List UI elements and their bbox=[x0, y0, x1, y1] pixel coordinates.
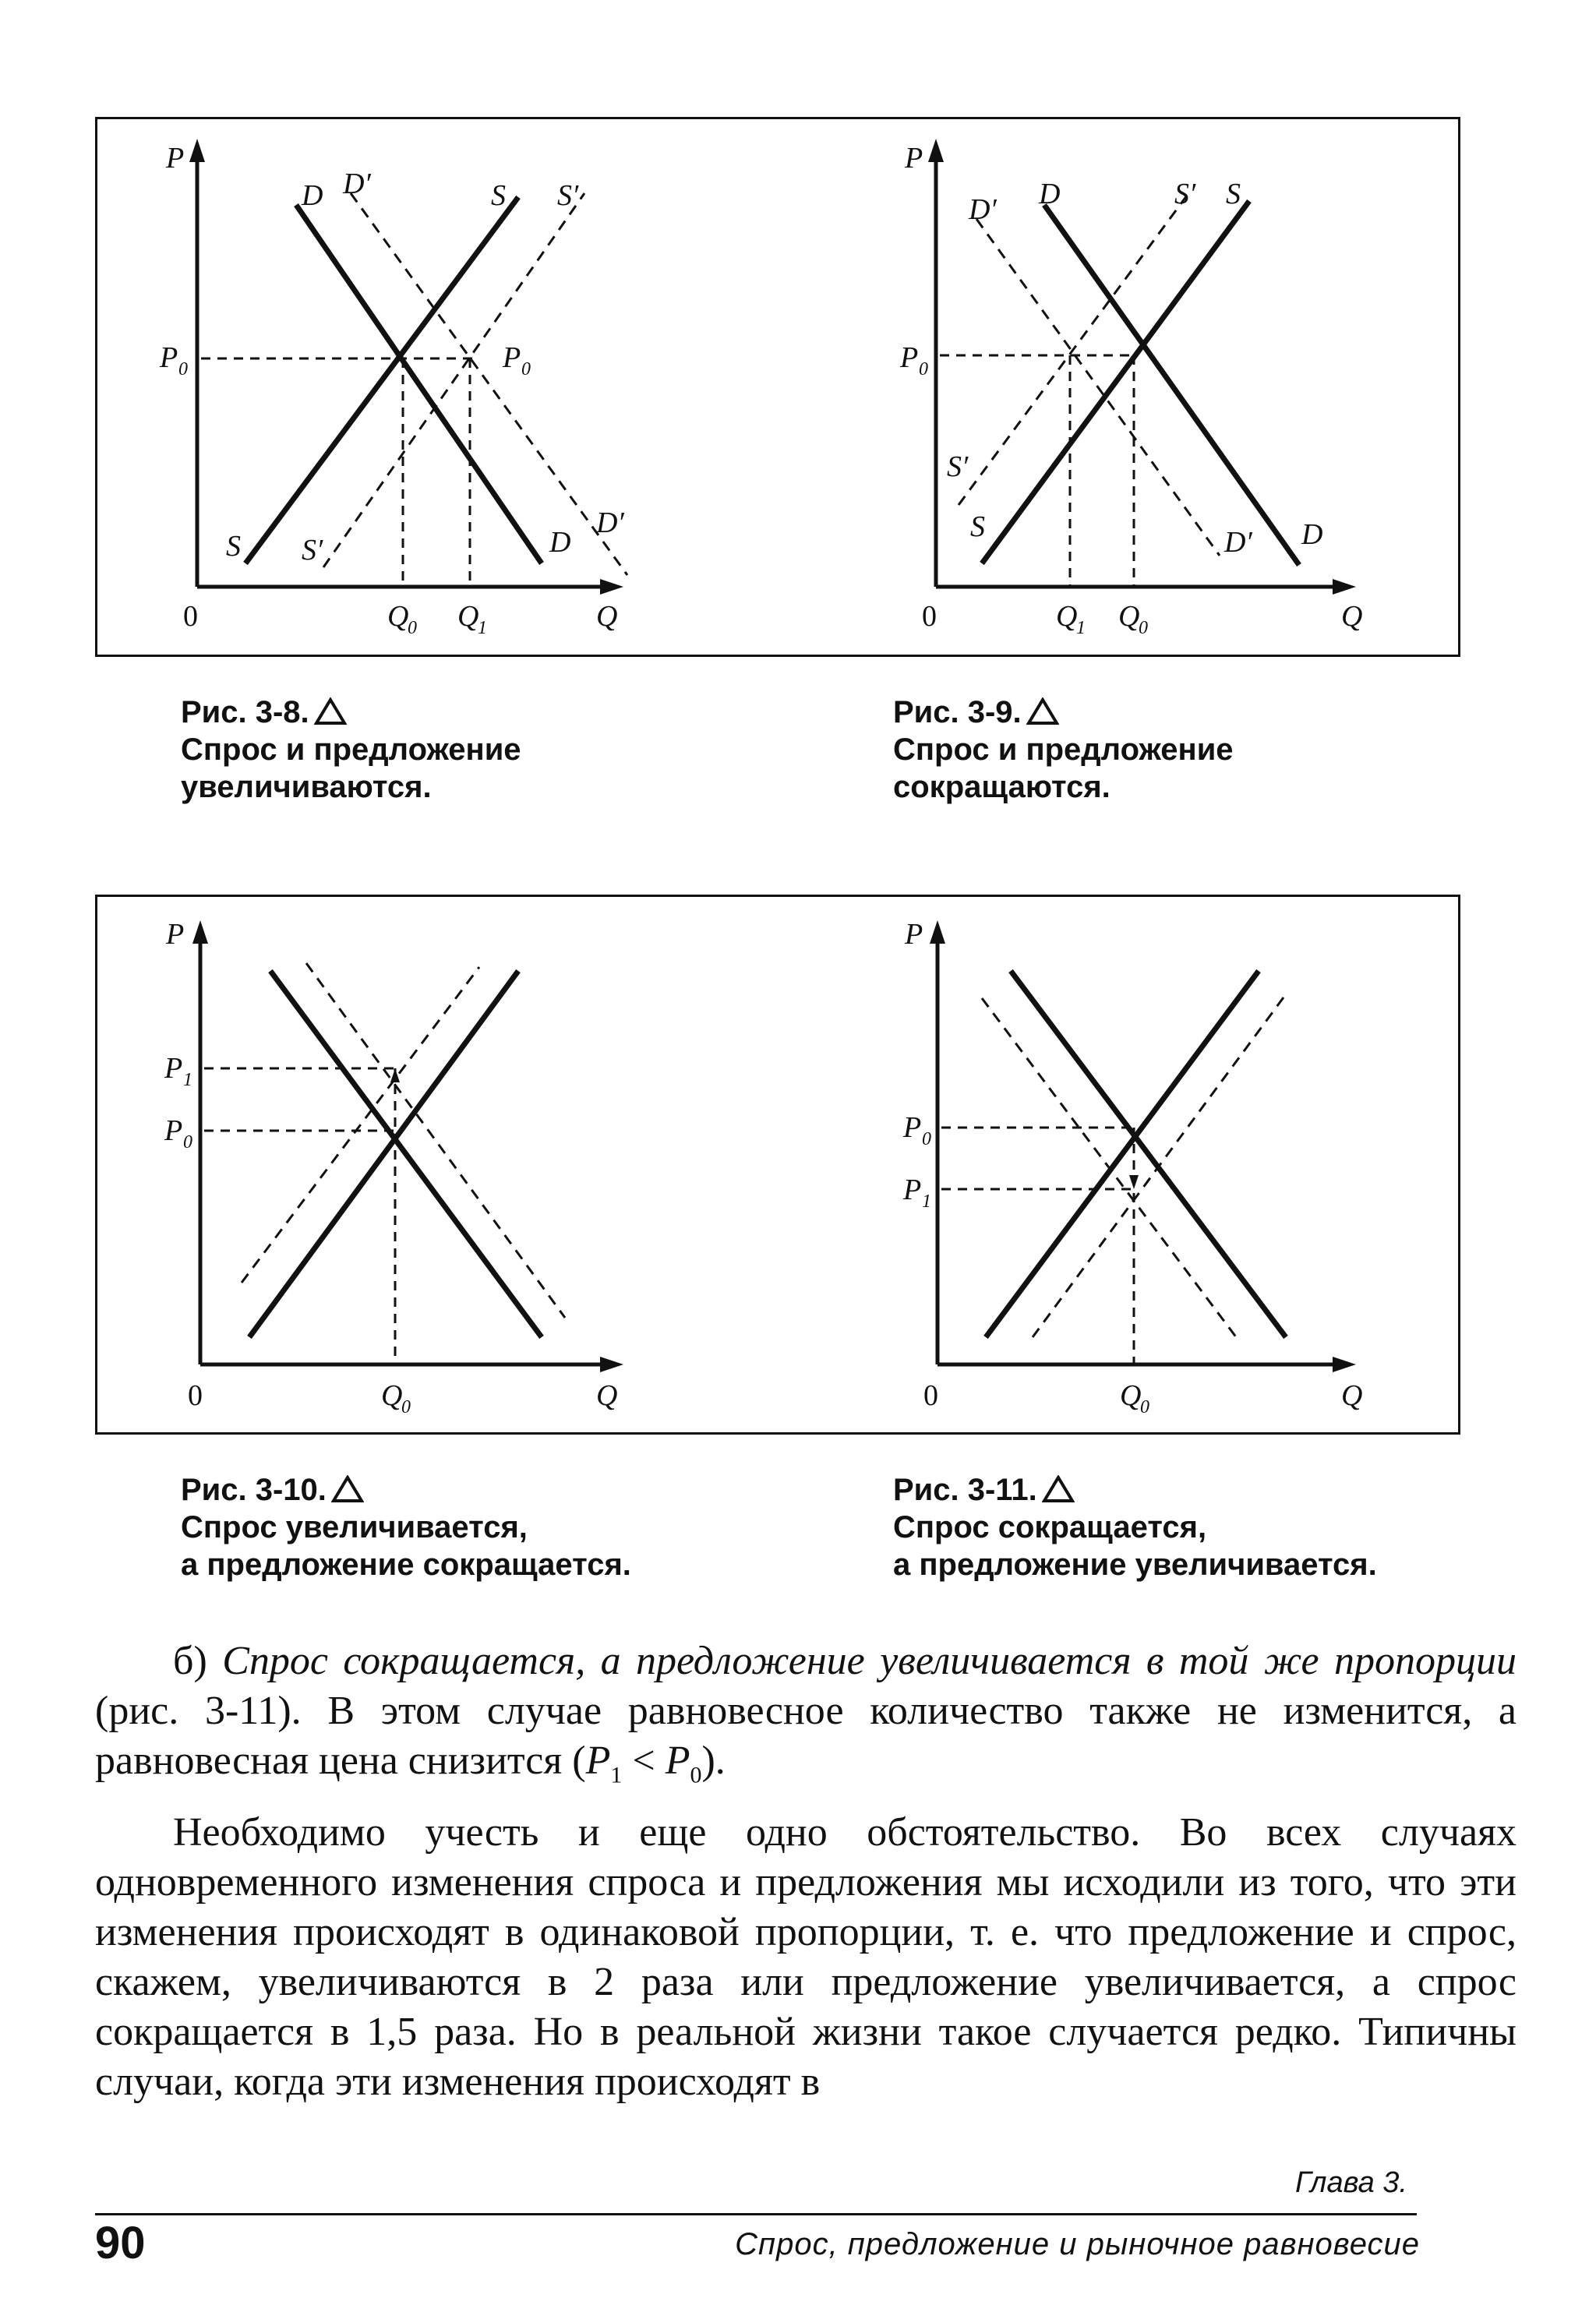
footer-divider bbox=[95, 2213, 1417, 2215]
q1-sub: 1 bbox=[1076, 618, 1086, 638]
caption-fig-3-10 bbox=[181, 1471, 631, 1583]
d-label: D bbox=[1039, 178, 1061, 210]
demand-curve-d bbox=[270, 971, 542, 1337]
q-axis-label: Q bbox=[1341, 1379, 1363, 1412]
page-number: 90 bbox=[95, 2218, 146, 2268]
caption-fig-3-11 bbox=[893, 1471, 1377, 1583]
s-end-label: S bbox=[970, 510, 985, 543]
d-end-label: D bbox=[549, 526, 571, 559]
formula-p0: P bbox=[665, 1739, 690, 1783]
p0-label: P bbox=[160, 341, 178, 374]
supply-curve-s-prime bbox=[242, 967, 479, 1283]
q-axis-arrow bbox=[1333, 1357, 1356, 1372]
fig-3-11-graph bbox=[902, 918, 1362, 1417]
p1-label: P bbox=[903, 1174, 922, 1206]
s-prime-label: S′ bbox=[557, 179, 579, 212]
p-axis-label: P bbox=[905, 142, 923, 175]
p0-sub: 0 bbox=[922, 1129, 931, 1149]
paragraph-b bbox=[95, 1636, 1517, 1800]
list-marker: б) bbox=[173, 1639, 223, 1683]
p-axis-arrow bbox=[928, 139, 944, 162]
figure-panel-top bbox=[95, 117, 1460, 657]
s-label: S bbox=[491, 179, 506, 212]
s-label: S bbox=[1226, 178, 1241, 210]
demand-curve-d bbox=[1011, 971, 1286, 1337]
origin-label: 0 bbox=[922, 600, 937, 633]
p-axis-arrow bbox=[192, 920, 208, 944]
caption-line-2: а предложение сокращается. bbox=[181, 1548, 631, 1582]
caption-number: Рис. 3-8. bbox=[181, 695, 309, 729]
formula-p0-sub: 0 bbox=[690, 1762, 702, 1788]
d-end-label: D bbox=[1301, 518, 1323, 551]
p0-label: P bbox=[164, 1114, 183, 1147]
supply-curve-s bbox=[249, 971, 518, 1337]
q0-sub: 0 bbox=[401, 1397, 411, 1417]
formula-p1: P bbox=[585, 1739, 611, 1783]
q0-label: Q bbox=[1120, 1379, 1142, 1412]
caption-number: Рис. 3-11. bbox=[893, 1473, 1037, 1507]
demand-curve-d-prime bbox=[306, 963, 565, 1318]
supply-curve-s-prime bbox=[323, 193, 584, 567]
caption-line-1: Спрос сокращается, bbox=[893, 1510, 1207, 1544]
figures-3-8-3-9-graphs bbox=[97, 119, 1463, 659]
p-axis-label: P bbox=[166, 142, 185, 175]
d-prime-label: D′ bbox=[343, 168, 371, 200]
triangle-icon bbox=[1026, 697, 1059, 725]
q1-label: Q bbox=[1056, 600, 1078, 633]
demand-curve-d bbox=[1044, 205, 1299, 565]
q0-label: Q bbox=[1118, 600, 1140, 633]
paragraph-end: ). bbox=[701, 1739, 726, 1783]
caption-line-1: Спрос увеличивается, bbox=[181, 1510, 528, 1544]
caption-fig-3-8 bbox=[181, 694, 521, 806]
triangle-icon bbox=[1042, 1475, 1075, 1503]
p0-sub: 0 bbox=[919, 359, 928, 379]
p0-right-sub: 0 bbox=[521, 359, 531, 379]
caption-line-2: увеличиваются. bbox=[181, 770, 432, 804]
demand-curve-d-prime bbox=[976, 219, 1220, 556]
paragraph-text: (рис. 3-11). В этом случае равновесное количество также не изменится, а равновесная цена снизится ( bbox=[95, 1689, 1517, 1783]
q0-label: Q bbox=[381, 1379, 403, 1412]
q-axis-arrow bbox=[1333, 579, 1356, 595]
q1-label: Q bbox=[457, 600, 479, 633]
shift-arrow bbox=[390, 1068, 400, 1082]
d-prime-end-label: D′ bbox=[1224, 526, 1252, 559]
origin-label: 0 bbox=[923, 1379, 938, 1412]
caption-line-1: Спрос и предложение bbox=[181, 732, 521, 767]
d-prime-label: D′ bbox=[969, 193, 997, 226]
body-text bbox=[95, 1636, 1517, 2107]
q0-label: Q bbox=[387, 600, 409, 633]
p1-sub: 1 bbox=[183, 1070, 192, 1090]
q0-sub: 0 bbox=[408, 618, 417, 638]
shift-arrow bbox=[1129, 1175, 1139, 1189]
p0-label: P bbox=[900, 341, 919, 374]
figure-panel-bottom bbox=[95, 895, 1460, 1435]
p-axis-label: P bbox=[166, 918, 185, 951]
s-prime-end-label: S′ bbox=[947, 450, 969, 483]
p1-label: P bbox=[164, 1052, 183, 1085]
q-axis-arrow bbox=[600, 1357, 623, 1372]
caption-line-2: сокращаются. bbox=[893, 770, 1110, 804]
figures-3-10-3-11-graphs bbox=[97, 897, 1463, 1437]
q0-sub: 0 bbox=[1140, 1397, 1149, 1417]
caption-number: Рис. 3-10. bbox=[181, 1473, 327, 1507]
caption-line-2: а предложение увеличивается. bbox=[893, 1548, 1377, 1582]
p0-right-label: P bbox=[503, 341, 521, 374]
demand-curve-d bbox=[296, 205, 542, 563]
p1-sub: 1 bbox=[922, 1191, 931, 1212]
fig-3-9-graph bbox=[899, 139, 1362, 638]
supply-curve-s bbox=[245, 197, 518, 563]
s-prime-end-label: S′ bbox=[302, 534, 323, 567]
triangle-icon bbox=[331, 1475, 364, 1503]
d-label: D bbox=[302, 179, 323, 212]
s-end-label: S bbox=[226, 530, 241, 563]
q-axis-label: Q bbox=[596, 1379, 618, 1412]
q-axis-arrow bbox=[600, 579, 623, 595]
triangle-icon bbox=[314, 697, 347, 725]
formula-operator: < bbox=[622, 1739, 666, 1783]
origin-label: 0 bbox=[188, 1379, 203, 1412]
caption-fig-3-9 bbox=[893, 694, 1234, 806]
p-axis-arrow bbox=[189, 139, 205, 162]
supply-curve-s bbox=[986, 971, 1259, 1337]
demand-curve-d-prime bbox=[351, 193, 627, 575]
emphasis-text: Спрос сокращается, а предложение увеличивается в той же пропорции bbox=[222, 1639, 1517, 1683]
chapter-label: Глава 3. bbox=[1295, 2166, 1407, 2199]
caption-number: Рис. 3-9. bbox=[893, 695, 1022, 729]
formula-p1-sub: 1 bbox=[610, 1762, 623, 1788]
fig-3-8-graph bbox=[159, 139, 627, 638]
d-prime-end-label: D′ bbox=[596, 507, 624, 539]
supply-curve-s bbox=[982, 201, 1249, 563]
caption-line-1: Спрос и предложение bbox=[893, 732, 1234, 767]
q0-sub: 0 bbox=[1139, 618, 1148, 638]
paragraph-2: Необходимо учесть и еще одно обстоятельство. Во всех случаях одновременного изменения спроса и предложения мы исходили из того, что эти изменения происходят в одинаковой пропорции, т. е. что предложение и спрос, скажем, увеличиваются в 2 раза или предложение увеличивается, а спрос сокращается в 1,5 раза. Но в реальной жизни такое случается редко. Типичны случаи, когда эти изменения происходят в bbox=[95, 1810, 1517, 2105]
p0-sub: 0 bbox=[183, 1132, 192, 1153]
p0-label: P bbox=[903, 1111, 922, 1144]
origin-label: 0 bbox=[183, 600, 198, 633]
q-axis-label: Q bbox=[1341, 600, 1363, 633]
p-axis-arrow bbox=[930, 920, 945, 944]
q1-sub: 1 bbox=[478, 618, 487, 638]
fig-3-10-graph bbox=[164, 918, 623, 1417]
p-axis-label: P bbox=[905, 918, 923, 951]
q-axis-label: Q bbox=[596, 600, 618, 633]
running-title: Спрос, предложение и рыночное равновесие bbox=[735, 2227, 1420, 2261]
p0-sub: 0 bbox=[178, 359, 188, 379]
s-prime-label: S′ bbox=[1174, 178, 1196, 210]
